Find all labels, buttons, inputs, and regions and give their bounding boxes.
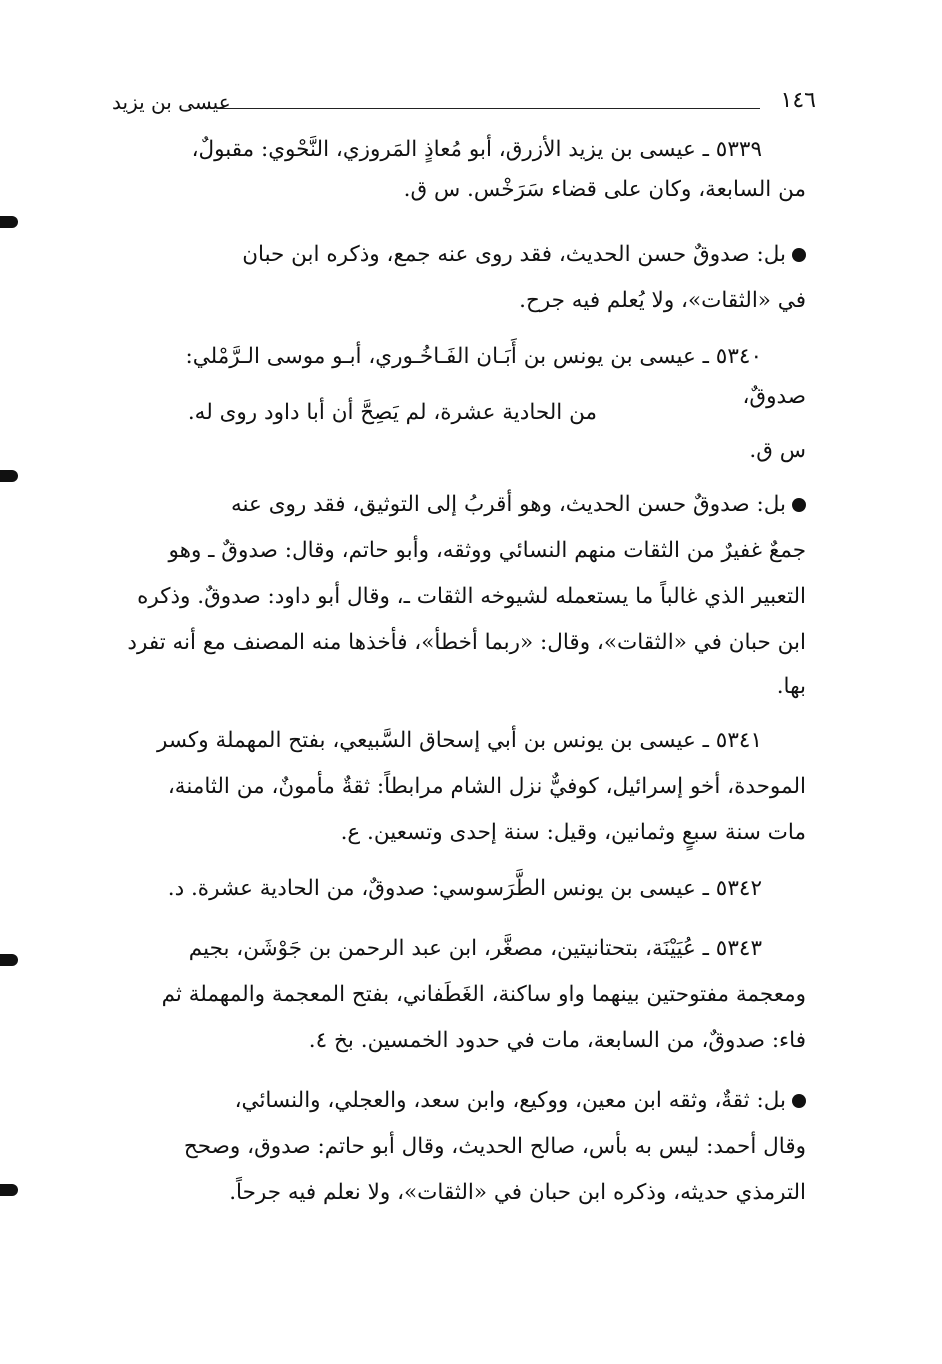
comment-5343-line-2: وقال أحمد: ليس به بأس، صالح الحديث، وقال أبو حاتم: صدوق، وصحح — [183, 1134, 806, 1159]
entry-5341-line-1: ٥٣٤١ ـ عيسى بن يونس بن أبي إسحاق السَّبيعي، بفتح المهملة وكسر — [157, 728, 762, 753]
entry-5343-line-2: ومعجمة مفتوحتين بينهما واو ساكنة، الغَطَفاني، بفتح المعجمة والمهملة ثم — [161, 982, 806, 1007]
comment-5340-line-4: ابن حبان في «الثقات»، وقال: «ربما أخطأ»، فأخذها منه المصنف مع أنه تفرد — [127, 630, 806, 655]
scan-margin-mark — [0, 470, 18, 482]
entry-5342-line-1: ٥٣٤٢ ـ عيسى بن يونس الطَّرَسوسي: صدوقٌ، من الحادية عشرة. د. — [167, 876, 762, 901]
entry-5340-line-3: س ق. — [749, 438, 806, 463]
comment-5340-line-5: بها. — [776, 674, 806, 699]
scan-margin-mark — [0, 954, 18, 966]
page-header — [112, 86, 816, 126]
scan-margin-mark — [0, 1184, 18, 1196]
comment-5343-line-1 — [235, 1086, 806, 1118]
comment-5340-line-3: التعبير الذي غالباً ما يستعمله لشيوخه الثقات ـ، وقال أبو داود: صدوقٌ. وذكره — [137, 584, 806, 609]
scan-margin-mark — [0, 216, 18, 228]
entry-5343-line-1: ٥٣٤٣ ـ عُيَيْنَة، بتحتانيتين، مصغَّر، ابن عبد الرحمن بن جَوْشَن، بجيم — [188, 936, 762, 961]
bullet-icon — [792, 498, 806, 512]
entry-5341-line-3: مات سنة سبعٍ وثمانين، وقيل: سنة إحدى وتسعين. ع. — [340, 820, 806, 845]
entry-5340-line-2b: من الحادية عشرة، لم يَصِحَّ أن أبا داود روى له. — [187, 400, 597, 425]
comment-5339-line-1 — [242, 240, 806, 272]
comment-5340-line-2: جمعٌ غفيرٌ من الثقات منهم النسائي ووثقه، وأبو حاتم، وقال: صدوقٌ ـ وهو — [168, 538, 806, 563]
comment-5343-text-1: بل: ثقةٌ، وثقه ابن معين، ووكيع، وابن سعد، والعجلي، والنسائي، — [234, 1088, 786, 1113]
comment-5339-text-1: بل: صدوقٌ حسن الحديث، فقد روى عنه جمع، وذكره ابن حبان — [242, 242, 786, 267]
entry-5343-line-3: فاء: صدوقٌ، من السابعة، مات في حدود الخمسين. بخ ٤. — [308, 1028, 806, 1053]
header-rule — [218, 108, 760, 109]
comment-5339-line-2: في «الثقات»، ولا يُعلم فيه جرح. — [519, 288, 806, 313]
entry-5341-line-2: الموحدة، أخو إسرائيل، كوفيٌّ نزل الشام مرابطاً: ثقةٌ مأمونٌ، من الثامنة، — [167, 774, 806, 799]
entry-5340-line-2a: صدوقٌ، — [742, 384, 806, 409]
comment-5343-line-3: الترمذي حديثه، وذكره ابن حبان في «الثقات»، ولا نعلم فيه جرحاً. — [229, 1180, 806, 1205]
running-head: عيسى بن يزيد — [112, 90, 231, 114]
bullet-icon — [792, 1094, 806, 1108]
entry-5339-line-1: ٥٣٣٩ ـ عيسى بن يزيد الأزرق، أبو مُعاذٍ المَروزي، النَّحْوي: مقبولٌ، — [191, 137, 762, 162]
comment-5340-line-1 — [231, 490, 806, 522]
page-number: ١٤٦ — [780, 88, 816, 113]
entry-5340-line-1: ٥٣٤٠ ـ عيسى بن يونس بن أَبَـان الفَـاخُـوري، أبـو موسى الـرَّمْلي: — [185, 344, 762, 369]
comment-5340-text-1: بل: صدوقٌ حسن الحديث، وهو أقربُ إلى التوثيق، فقد روى عنه — [231, 492, 786, 517]
bullet-icon — [792, 248, 806, 262]
entry-5339-line-2: من السابعة، وكان على قضاء سَرَخْس. س ق. — [403, 177, 806, 202]
